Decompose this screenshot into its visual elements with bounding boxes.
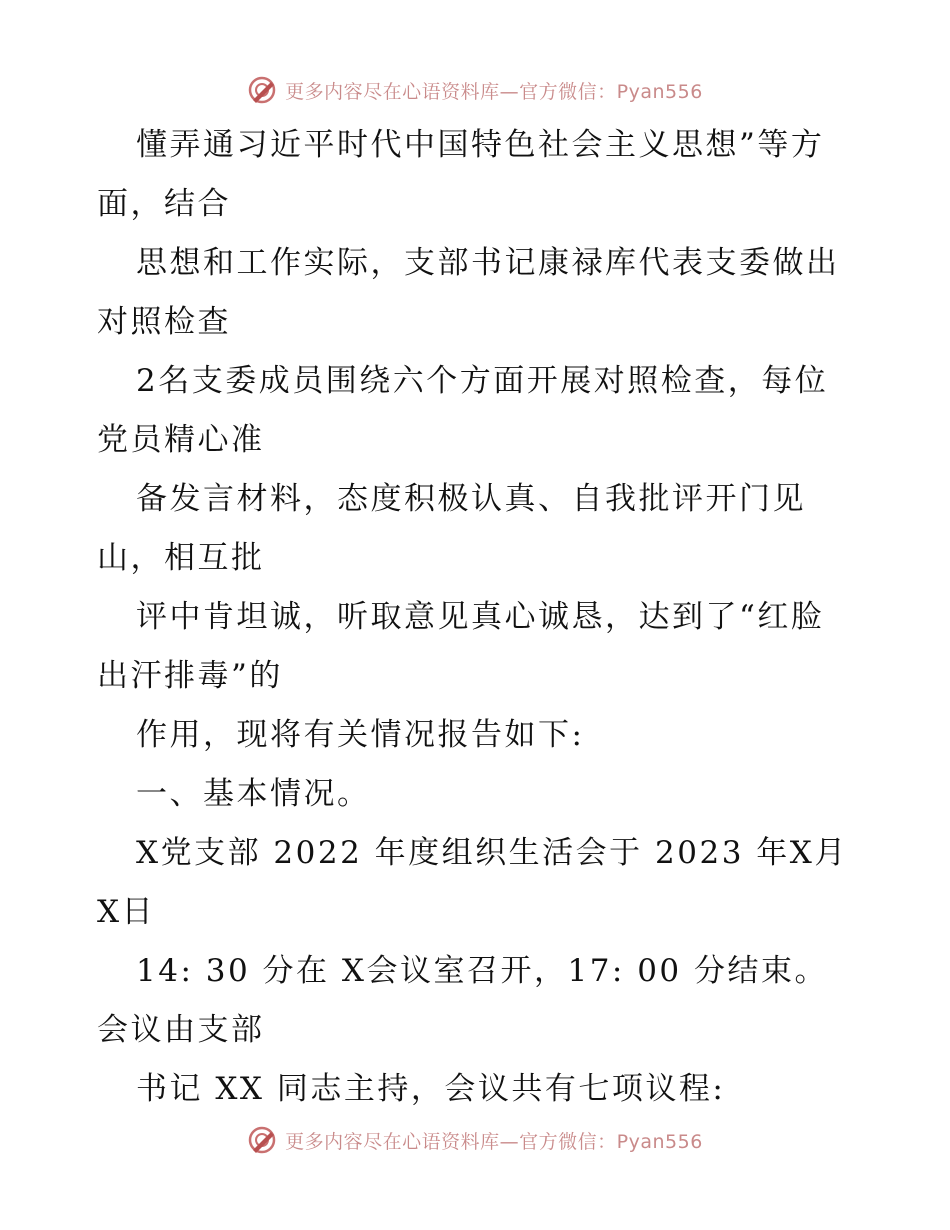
- text-line: 懂弄通习近平时代中国特色社会主义思想”等方: [136, 127, 825, 163]
- text-line: 面，结合: [97, 186, 231, 222]
- pen-logo-icon: [247, 1124, 279, 1156]
- text-line: X日: [97, 894, 156, 930]
- text-line: 出汗排毒”的: [97, 658, 283, 694]
- text-line: 书记 XX 同志主持，会议共有七项议程:: [136, 1071, 726, 1107]
- watermark-header: [0, 70, 950, 110]
- text-line: 2名支委成员围绕六个方面开展对照检查，每位: [136, 363, 829, 399]
- text-line: 评中肯坦诚，听取意见真心诚恳，达到了“红脸: [136, 599, 825, 635]
- pen-logo-icon: [247, 74, 279, 106]
- text-line: 党员精心准: [97, 422, 265, 458]
- text-line: X党支部 2022 年度组织生活会于 2023 年X月: [136, 835, 848, 871]
- text-line: 作用，现将有关情况报告如下:: [136, 717, 585, 753]
- watermark-text: 更多内容尽在心语资料库—官方微信：Pyan556: [285, 80, 703, 103]
- text-line: 山，相互批: [97, 540, 265, 576]
- watermark-text: 更多内容尽在心语资料库—官方微信：Pyan556: [285, 1130, 703, 1153]
- text-line: 14: 30 分在 X会议室召开，17: 00 分结束。: [136, 953, 829, 989]
- document-body: [97, 116, 857, 1119]
- text-line: 备发言材料，态度积极认真、自我批评开门见: [136, 481, 806, 517]
- text-line: 一、基本情况。: [136, 776, 371, 812]
- text-line: 对照检查: [97, 304, 231, 340]
- text-line: 会议由支部: [97, 1012, 265, 1048]
- text-line: 思想和工作实际，支部书记康禄库代表支委做出: [136, 245, 840, 281]
- watermark-footer: [0, 1120, 950, 1160]
